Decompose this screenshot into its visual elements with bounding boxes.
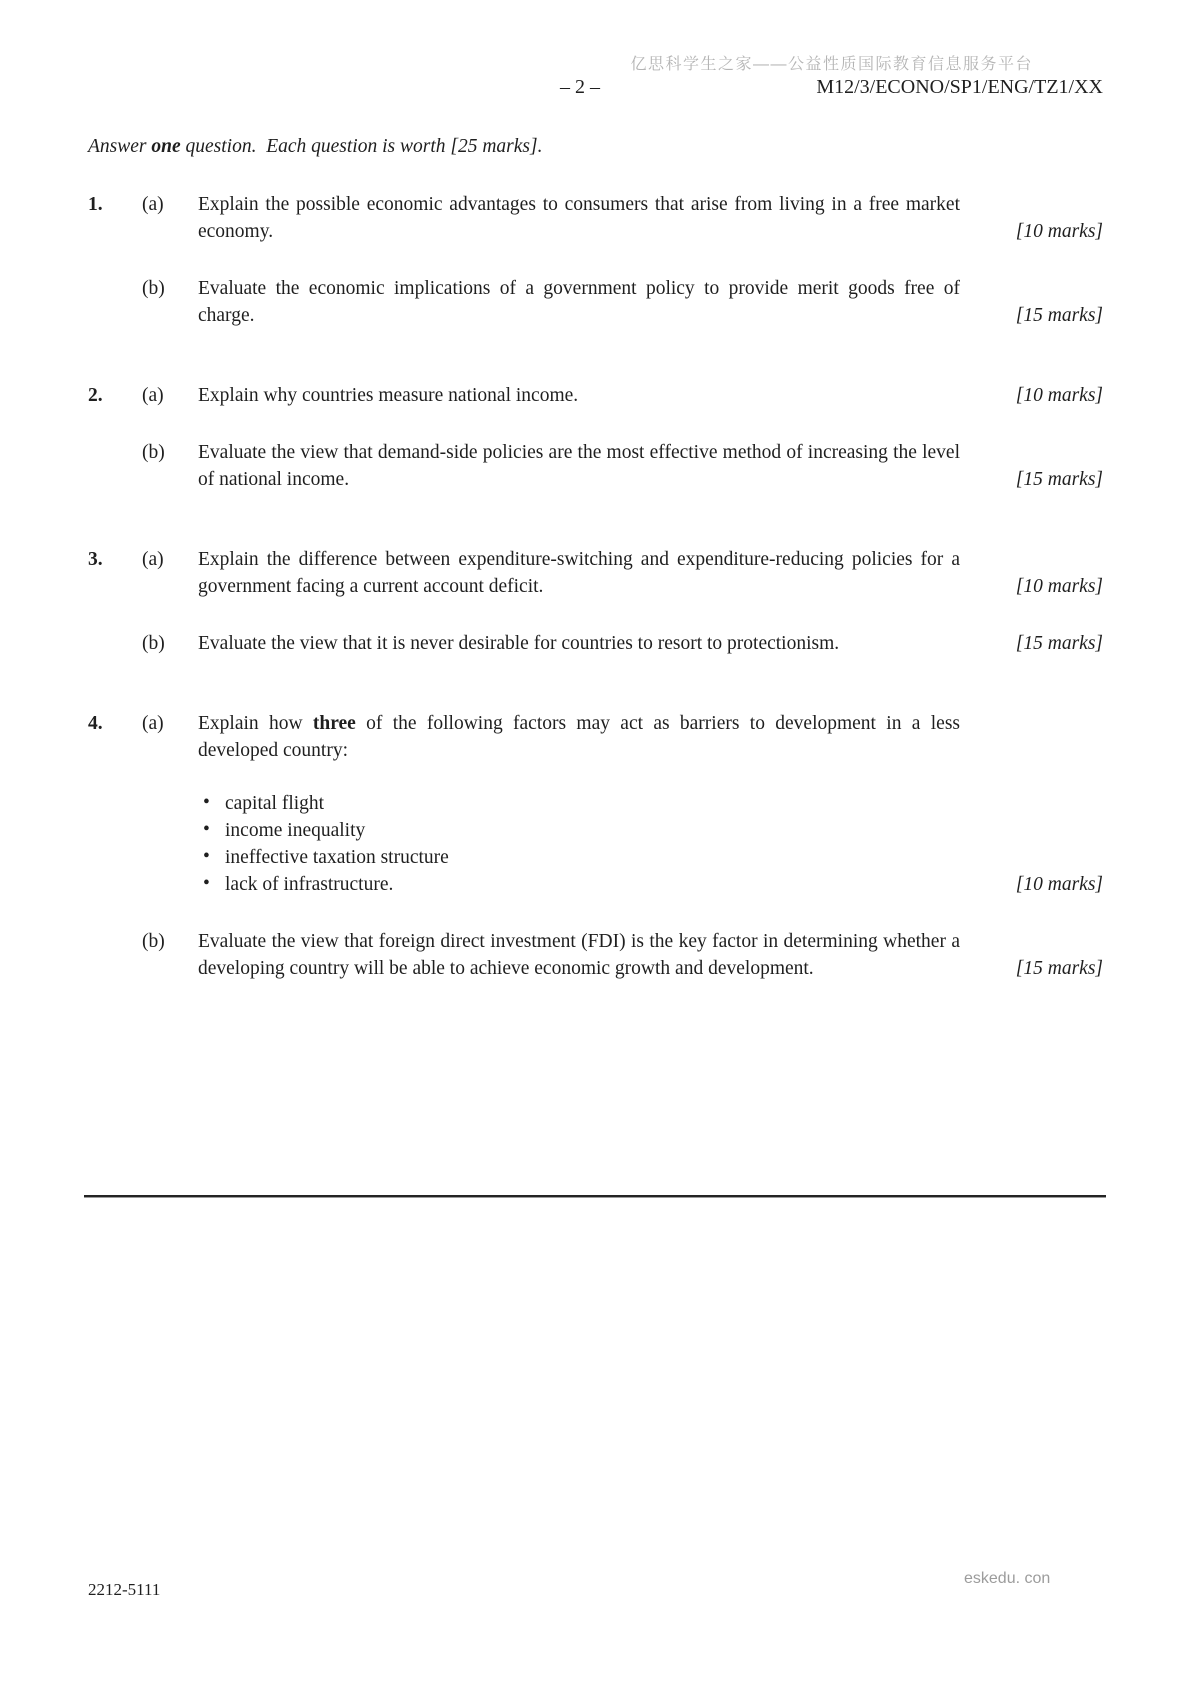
part-text: Evaluate the view that foreign direct investment (FDI) is the key factor in determining whether a developing country will be able to achieve economic growth and development. [198, 931, 960, 979]
instruction-line [88, 133, 1103, 160]
question-2b [142, 439, 1103, 493]
part-text [198, 710, 960, 764]
part-text: Explain the difference between expenditure-switching and expenditure-reducing policies for a government facing a current account deficit. [198, 549, 960, 597]
part-label: (b) [142, 633, 165, 654]
part-text: Evaluate the view that demand-side policies are the most effective method of increasing the level of national income. [198, 442, 960, 490]
question-3b [142, 630, 1103, 657]
instruction-bold-word: one [151, 136, 181, 157]
instruction-prefix: Answer [88, 136, 152, 157]
question-area [88, 133, 1103, 982]
part-text-after: of the following factors may act as barriers to development in a less developed country: [198, 713, 961, 761]
bullet-item-taxation-structure: • ineffective taxation structure [198, 844, 960, 871]
question-4b [142, 928, 1103, 982]
question-number: 2. [88, 385, 103, 406]
factor-list [198, 790, 960, 898]
page-header [88, 76, 1103, 103]
bullet-item-capital-flight: • capital flight [198, 790, 960, 817]
part-text: Evaluate the view that it is never desirable for countries to resort to protectionism. [198, 633, 840, 654]
question-2a [142, 382, 1103, 409]
part-marks: [15 marks] [1015, 305, 1103, 326]
part-marks: [10 marks] [1015, 385, 1103, 406]
part-marks: [15 marks] [1015, 633, 1103, 654]
part-marks: [10 marks] [1015, 221, 1103, 242]
part-text: Evaluate the economic implications of a government policy to provide merit goods free of charge. [198, 278, 960, 326]
part-label: (a) [142, 549, 164, 570]
part-marks: [10 marks] [1015, 874, 1103, 895]
question-2 [88, 382, 1103, 493]
part-marks: [15 marks] [1015, 469, 1103, 490]
part-text: Explain the possible economic advantages to consumers that arise from living in a free market economy. [198, 194, 960, 242]
exam-session-code: 2212-5111 [88, 1580, 161, 1599]
part-label: (b) [142, 931, 165, 952]
question-number: 4. [88, 713, 103, 734]
header-watermark: 亿思科学生之家——公益性质国际教育信息服务平台 [630, 56, 1033, 73]
question-3a [142, 546, 1103, 600]
part-label: (a) [142, 194, 164, 215]
question-4 [88, 710, 1103, 982]
part-label: (a) [142, 713, 164, 734]
page-number: – 2 – [560, 76, 600, 98]
instruction-suffix: question. Each question is worth [25 marks]. [180, 136, 543, 157]
part-label: (b) [142, 442, 165, 463]
question-1a [142, 191, 1103, 245]
bullet-item-income-inequality: • income inequality [198, 817, 960, 844]
part-text-before: Explain how [198, 713, 313, 734]
part-marks: [10 marks] [1015, 576, 1103, 597]
question-1 [88, 191, 1103, 329]
part-label: (b) [142, 278, 165, 299]
question-4a [142, 710, 1103, 898]
footer-divider-rule [84, 1195, 1106, 1198]
bullet-item-infrastructure: • lack of infrastructure. [198, 871, 960, 898]
question-3 [88, 546, 1103, 657]
question-number: 3. [88, 549, 103, 570]
paper-code: M12/3/ECONO/SP1/ENG/TZ1/XX [816, 76, 1103, 98]
part-text: Explain why countries measure national income. [198, 385, 579, 406]
part-bold-word: three [312, 713, 356, 734]
part-label: (a) [142, 385, 164, 406]
part-marks: [15 marks] [1015, 958, 1103, 979]
footer-watermark: eskedu. con [964, 1570, 1051, 1587]
question-number: 1. [88, 194, 103, 215]
question-1b [142, 275, 1103, 329]
